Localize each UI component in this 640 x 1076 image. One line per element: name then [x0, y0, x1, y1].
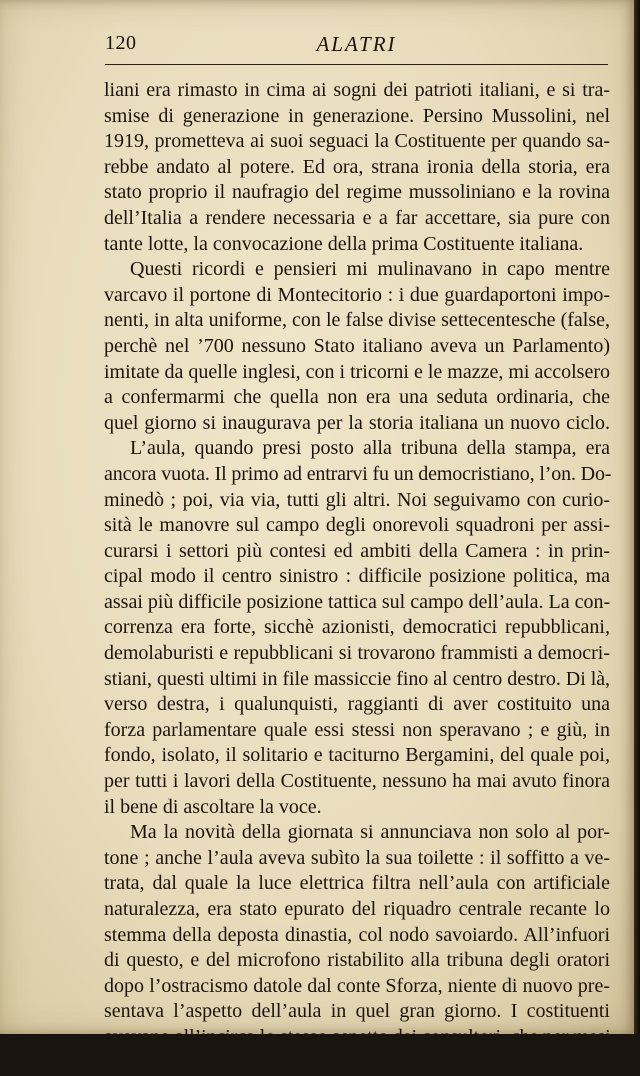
- text-line: a confermarmi che quella non era una seduta ordinaria, che: [104, 386, 610, 409]
- text-line: dell’Italia a rendere necessaria e a far accettare, sia pure con: [104, 206, 610, 229]
- text-line: correnza era forte, sicchè azionisti, democratici repubblicani,: [104, 616, 610, 639]
- text-line: forza parlamentare quale essi stessi non speravano ; e giù, in: [104, 718, 610, 741]
- text-line: assai più difficile posizione tattica sul campo dell’aula. La con-: [104, 590, 611, 613]
- text-line: di questo, e del microfono ristabilito alla tribuna degli oratori: [104, 949, 610, 972]
- paragraph-start-line: Ma la novità della giornata si annunciava non solo al por-: [130, 821, 610, 844]
- text-line: cipal modo il centro sinistro : difficile posizione politica, ma: [104, 565, 610, 588]
- text-line: rebbe andato al potere. Ed ora, strana ironia della storia, era: [104, 155, 610, 178]
- text-line: il bene di ascoltare la voce.: [104, 795, 322, 818]
- text-line: imitate da quelle inglesi, con i tricorni e le mazze, mi accolsero: [104, 360, 610, 383]
- text-line: minedò ; poi, via via, tutti gli altri. Noi seguivamo con curio-: [104, 488, 610, 511]
- body-text: [104, 78, 610, 1076]
- text-line: varcavo il portone di Montecitorio : i due guardaportoni impo-: [104, 283, 610, 306]
- text-line: nenti, in alta uniforme, con le false divise settecentesche (false,: [104, 309, 610, 332]
- text-line: sentava l’aspetto dell’aula in quel gran giorno. I costituenti: [104, 1000, 610, 1023]
- text-line: per tutti i lavori della Costituente, nessuno ha mai avuto finora: [104, 770, 610, 793]
- text-line: verso destra, i qualunquisti, raggianti di aver costituito una: [104, 693, 610, 716]
- page-number: 120: [105, 32, 137, 54]
- paragraph-start-line: L’aula, quando presi posto alla tribuna della stampa, era: [130, 437, 610, 460]
- text-line: curarsi i settori più contesi ed ambiti della Camera : in prin-: [104, 539, 610, 562]
- text-line: stato proprio il naufragio del regime mussoliniano e la rovina: [104, 181, 610, 204]
- page-edge-shadow: [634, 0, 640, 1034]
- paragraph-start-line: Questi ricordi e pensieri mi mulinavano in capo mentre: [130, 258, 610, 281]
- text-line: liani era rimasto in cima ai sogni dei patrioti italiani, e si tra-: [104, 79, 610, 101]
- text-line: stiani, questi ultimi in file massiccie fino al centro destro. Di là,: [104, 667, 610, 690]
- text-line: 1919, prometteva ai suoi seguaci la Costituente per quando sa-: [104, 130, 610, 153]
- text-line: perchè nel ’700 nessuno Stato italiano aveva un Parlamento): [104, 334, 610, 357]
- text-line: tante lotte, la convocazione della prima Costituente italiana.: [104, 232, 584, 255]
- text-line: sità le manovre sul campo degli onorevoli squadroni per assi-: [104, 514, 610, 537]
- text-line: stemma della deposta dinastia, col nodo savoiardo. All’infuori: [104, 923, 610, 946]
- text-line: avevano riempito l’aula, anzi molti erano gli stessi che vi tor-: [104, 1051, 610, 1074]
- text-line: dopo l’ostracismo datole dal conte Sforza, niente di nuovo pre-: [104, 974, 610, 997]
- text-line: naturalezza, era stato epurato del riquadro centrale recante lo: [104, 898, 610, 920]
- text-line: ancora vuota. Il primo ad entrarvi fu un democristiano, l’on. Do-: [104, 462, 612, 485]
- text-line: demolaburisti e repubblicani si trovarono frammisti a democri-: [104, 642, 610, 665]
- text-line: quel giorno si inaugurava per la storia italiana un nuovo ciclo.: [104, 411, 610, 434]
- text-line: trata, dal quale la luce elettrica filtra nell’aula con artificiale: [104, 872, 610, 895]
- text-line: smise di generazione in generazione. Persino Mussolini, nel: [104, 104, 610, 127]
- header-rule: [105, 64, 608, 65]
- text-line: avevano all’incirca lo stesso aspetto dei consultori, che per mesi: [104, 1025, 611, 1048]
- text-line: tone ; anche l’aula aveva subìto la sua toilette : il soffitto a ve-: [104, 846, 610, 869]
- running-head: ALATRI: [316, 32, 397, 56]
- text-line: fondo, isolato, il solitario e taciturno Bergamini, del quale poi,: [104, 744, 610, 767]
- page-header: [105, 30, 608, 60]
